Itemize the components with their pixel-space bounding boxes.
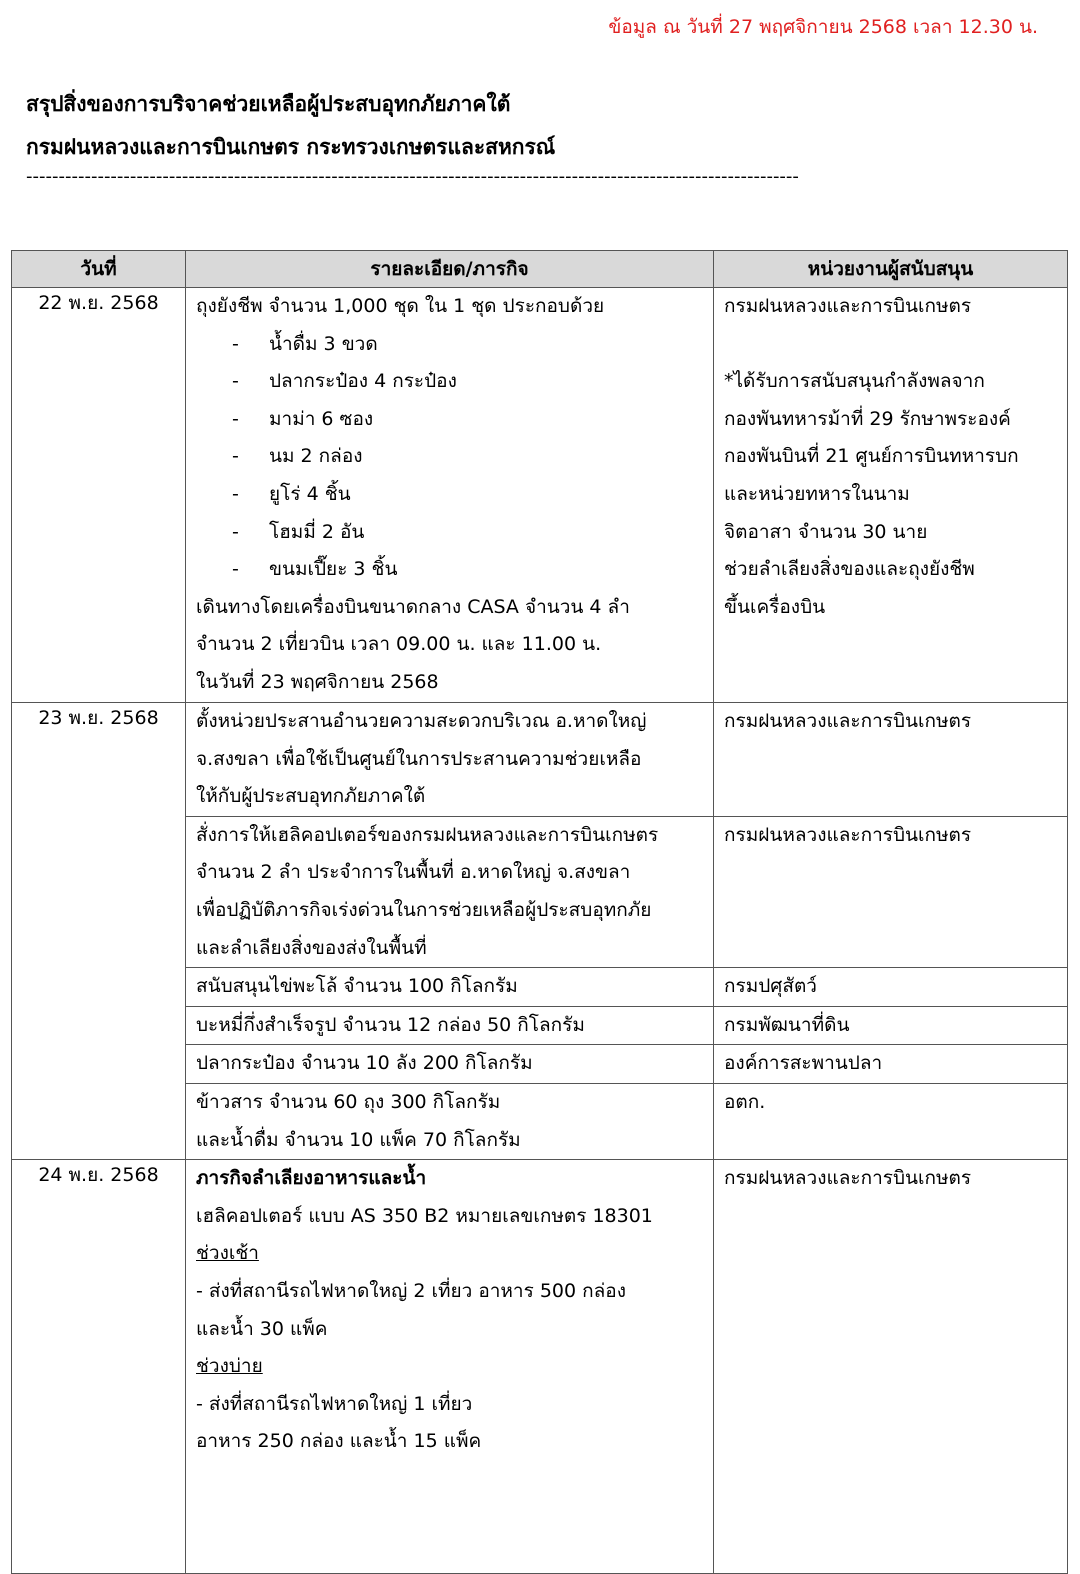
table-row bbox=[12, 288, 1068, 703]
support-note-line: กองพันทหารม้าที่ 29 รักษาพระองค์ bbox=[724, 407, 1011, 430]
agency-cell bbox=[714, 968, 1068, 1007]
list-item: - โฮมมี่ 2 อัน bbox=[232, 520, 365, 543]
support-note-line: *ได้รับการสนับสนุนกำลังพลจาก bbox=[724, 370, 985, 393]
document-title-line1: สรุปสิ่งของการบริจาคช่วยเหลือผู้ประสบอุทกภัยภาคใต้ bbox=[26, 92, 511, 116]
details-line: ถุงยังชีพ จำนวน 1,000 ชุด ใน 1 ชุด ประกอบด้วย bbox=[196, 295, 605, 317]
agency-name: กรมฝนหลวงและการบินเกษตร bbox=[724, 710, 972, 732]
details-cell bbox=[186, 1083, 714, 1159]
details-cell bbox=[186, 1045, 714, 1084]
table-row bbox=[12, 703, 1068, 817]
details-line: ให้กับผู้ประสบอุทกภัยภาคใต้ bbox=[196, 785, 426, 808]
agency-name: กรมฝนหลวงและการบินเกษตร bbox=[724, 1167, 972, 1190]
data-timestamp: ข้อมูล ณ วันที่ 27 พฤศจิกายน 2568 เวลา 12.30 น. bbox=[608, 16, 1038, 38]
details-cell bbox=[186, 1006, 714, 1045]
details-line: และน้ำ 30 แพ็ค bbox=[196, 1317, 328, 1340]
afternoon-label: ช่วงบ่าย bbox=[196, 1355, 263, 1378]
agency-name: กรมปศุสัตว์ bbox=[724, 975, 817, 998]
document-title-line2: กรมฝนหลวงและการบินเกษตร กระทรวงเกษตรและสหกรณ์ bbox=[26, 135, 556, 159]
table-header-row bbox=[12, 251, 1068, 288]
support-note-line: จิตอาสา จำนวน 30 นาย bbox=[724, 520, 928, 543]
details-line: - ส่งที่สถานีรถไฟหาดใหญ่ 2 เที่ยว อาหาร 500 กล่อง bbox=[196, 1279, 626, 1302]
details-line: จำนวน 2 ลำ ประจำการในพื้นที่ อ.หาดใหญ่ จ.สงขลา bbox=[196, 861, 631, 884]
details-line: สั่งการให้เฮลิคอปเตอร์ของกรมฝนหลวงและการบินเกษตร bbox=[196, 823, 659, 846]
agency-cell bbox=[714, 288, 1068, 703]
agency-name: อตก. bbox=[724, 1090, 766, 1113]
list-item: - น้ำดื่ม 3 ขวด bbox=[232, 332, 378, 355]
agency-name: กรมฝนหลวงและการบินเกษตร bbox=[724, 823, 972, 846]
agency-cell bbox=[714, 1045, 1068, 1084]
date-cell: 24 พ.ย. 2568 bbox=[12, 1160, 186, 1574]
support-note-line: ช่วยลำเลียงสิ่งของและถุงยังชีพ bbox=[724, 558, 975, 581]
details-line: ในวันที่ 23 พฤศจิกายน 2568 bbox=[196, 670, 439, 693]
support-note-line: และหน่วยทหารในนาม bbox=[724, 482, 910, 505]
table-row bbox=[12, 1160, 1068, 1574]
date-cell: 22 พ.ย. 2568 bbox=[12, 288, 186, 703]
details-line: บะหมี่กึ่งสำเร็จรูป จำนวน 12 กล่อง 50 กิโลกรัม bbox=[196, 1013, 585, 1036]
list-item: - ขนมเปี๊ยะ 3 ชิ้น bbox=[232, 558, 398, 581]
date-cell: 23 พ.ย. 2568 bbox=[12, 703, 186, 1160]
details-line: จ.สงขลา เพื่อใช้เป็นศูนย์ในการประสานความช่วยเหลือ bbox=[196, 747, 642, 770]
agency-cell bbox=[714, 1160, 1068, 1574]
agency-cell bbox=[714, 1006, 1068, 1045]
list-item: - ยูโร่ 4 ชิ้น bbox=[232, 482, 351, 505]
details-cell bbox=[186, 816, 714, 967]
agency-name: กรมพัฒนาที่ดิน bbox=[724, 1013, 850, 1036]
list-item: - ปลากระป๋อง 4 กระป๋อง bbox=[232, 370, 457, 393]
agency-cell bbox=[714, 703, 1068, 817]
agency-name: กรมฝนหลวงและการบินเกษตร bbox=[724, 295, 972, 317]
details-cell bbox=[186, 1160, 714, 1574]
details-line: ตั้งหน่วยประสานอำนวยความสะดวกบริเวณ อ.หาดใหญ่ bbox=[196, 710, 647, 732]
details-line: ข้าวสาร จำนวน 60 ถุง 300 กิโลกรัม bbox=[196, 1090, 501, 1113]
donation-summary-table bbox=[11, 250, 1068, 1574]
agency-cell bbox=[714, 1083, 1068, 1159]
details-line: เพื่อปฏิบัติภารกิจเร่งด่วนในการช่วยเหลือผู้ประสบอุทกภัย bbox=[196, 898, 652, 921]
dashed-divider: ----------------------------------------------------------------------------------------------------------------------- bbox=[26, 170, 799, 184]
header-supporting-agency: หน่วยงานผู้สนับสนุน bbox=[714, 251, 1068, 288]
details-line: และน้ำดื่ม จำนวน 10 แพ็ค 70 กิโลกรัม bbox=[196, 1128, 521, 1151]
mission-heading: ภารกิจลำเลียงอาหารและน้ำ bbox=[196, 1167, 427, 1190]
details-line: สนับสนุนไข่พะโล้ จำนวน 100 กิโลกรัม bbox=[196, 975, 518, 998]
details-line: ปลากระป๋อง จำนวน 10 ลัง 200 กิโลกรัม bbox=[196, 1052, 533, 1075]
header-details: รายละเอียด/ภารกิจ bbox=[186, 251, 714, 288]
agency-cell bbox=[714, 816, 1068, 967]
agency-name: องค์การสะพานปลา bbox=[724, 1052, 883, 1075]
list-item: - มาม่า 6 ซอง bbox=[232, 407, 374, 430]
header-date: วันที่ bbox=[12, 251, 186, 288]
details-cell bbox=[186, 288, 714, 703]
details-line: จำนวน 2 เที่ยวบิน เวลา 09.00 น. และ 11.00 น. bbox=[196, 633, 602, 656]
details-line: เฮลิคอปเตอร์ แบบ AS 350 B2 หมายเลขเกษตร 18301 bbox=[196, 1204, 653, 1227]
details-line: และลำเลียงสิ่งของส่งในพื้นที่ bbox=[196, 936, 427, 959]
support-note-line: ขึ้นเครื่องบิน bbox=[724, 595, 826, 618]
details-line: เดินทางโดยเครื่องบินขนาดกลาง CASA จำนวน 4 ลำ bbox=[196, 595, 630, 618]
support-note-line: กองพันบินที่ 21 ศูนย์การบินทหารบก bbox=[724, 445, 1019, 468]
details-line: อาหาร 250 กล่อง และน้ำ 15 แพ็ค bbox=[196, 1430, 482, 1453]
details-cell bbox=[186, 968, 714, 1007]
list-item: - นม 2 กล่อง bbox=[232, 445, 363, 468]
details-cell bbox=[186, 703, 714, 817]
morning-label: ช่วงเช้า bbox=[196, 1242, 259, 1265]
details-line: - ส่งที่สถานีรถไฟหาดใหญ่ 1 เที่ยว bbox=[196, 1392, 473, 1415]
